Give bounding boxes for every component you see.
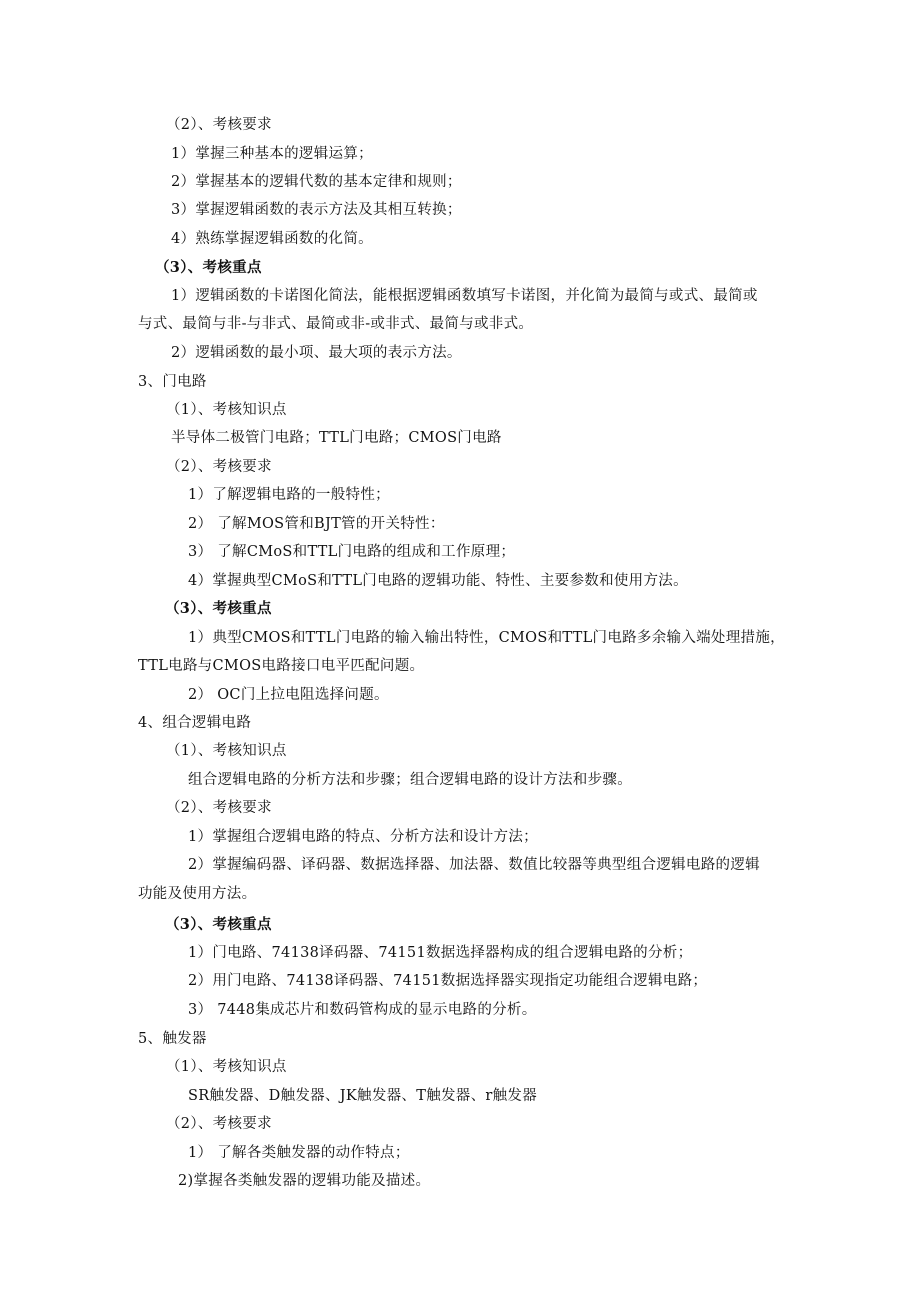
paragraph-line: 组合逻辑电路的分析方法和步骤；组合逻辑电路的设计方法和步骤。: [188, 772, 632, 788]
list-item: 3） 7448集成芯片和数码管构成的显示电路的分析。: [188, 1002, 537, 1018]
list-item: 2）用门电路、74138译码器、74151数据选择器实现指定功能组合逻辑电路；: [188, 973, 708, 989]
list-item: 1）掌握三种基本的逻辑运算；: [171, 146, 373, 162]
section-2-requirements-heading: （2）、考核要求: [166, 117, 272, 133]
chapter-heading: 3、门电路: [138, 374, 207, 390]
paragraph-line: TTL电路与CMOS电路接口电平匹配问题。: [138, 658, 425, 674]
section-3-key-points-heading: （3）、考核重点: [165, 600, 272, 617]
paragraph-line: 1）典型CMOS和TTL门电路的输入输出特性，CMOS和TTL门电路多余输入端处理措施，: [188, 630, 785, 646]
section-1-knowledge-heading: （1）、考核知识点: [166, 1059, 287, 1075]
paragraph-line: SR触发器、D触发器、JK触发器、T触发器、r触发器: [188, 1088, 538, 1104]
paragraph-line: 半导体二极管门电路；TTL门电路；CMOS门电路: [171, 430, 502, 446]
list-item: 4）掌握典型CMoS和TTL门电路的逻辑功能、特性、主要参数和使用方法。: [188, 573, 688, 589]
list-item: 1） 了解各类触发器的动作特点；: [188, 1145, 410, 1161]
list-item: 2)掌握各类触发器的逻辑功能及描述。: [178, 1173, 431, 1189]
list-item: 1）门电路、74138译码器、74151数据选择器构成的组合逻辑电路的分析；: [188, 945, 693, 961]
paragraph-line: 与式、最简与非-与非式、最简或非-或非式、最简与或非式。: [138, 316, 534, 332]
list-item: 2）掌握基本的逻辑代数的基本定律和规则；: [171, 174, 462, 190]
list-item: 2） OC门上拉电阻选择问题。: [188, 687, 389, 703]
section-3-key-points-heading: （3）、考核重点: [165, 916, 272, 933]
chapter-heading: 4、组合逻辑电路: [138, 715, 252, 731]
chapter-heading: 5、触发器: [138, 1031, 207, 1047]
list-item: 3）掌握逻辑函数的表示方法及其相互转换；: [171, 202, 462, 218]
list-item: 1）掌握组合逻辑电路的特点、分析方法和设计方法；: [188, 829, 538, 845]
section-2-requirements-heading: （2）、考核要求: [166, 1116, 272, 1132]
section-2-requirements-heading: （2）、考核要求: [166, 800, 272, 816]
list-item: 4）熟练掌握逻辑函数的化简。: [171, 231, 373, 247]
paragraph-line: 2）掌握编码器、译码器、数据选择器、加法器、数值比较器等典型组合逻辑电路的逻辑: [188, 857, 760, 873]
section-3-key-points-heading: （3）、考核重点: [155, 259, 262, 276]
list-item: 2） 了解MOS管和BJT管的开关特性：: [188, 516, 445, 532]
paragraph-line: 1）逻辑函数的卡诺图化简法，能根据逻辑函数填写卡诺图，并化简为最简与或式、最简或: [171, 288, 758, 304]
list-item: 3） 了解CMoS和TTL门电路的组成和工作原理；: [188, 544, 516, 560]
paragraph-line: 功能及使用方法。: [138, 886, 257, 902]
section-1-knowledge-heading: （1）、考核知识点: [166, 402, 287, 418]
section-2-requirements-heading: （2）、考核要求: [166, 459, 272, 475]
section-1-knowledge-heading: （1）、考核知识点: [166, 743, 287, 759]
list-item: 2）逻辑函数的最小项、最大项的表示方法。: [171, 345, 462, 361]
list-item: 1）了解逻辑电路的一般特性；: [188, 487, 390, 503]
